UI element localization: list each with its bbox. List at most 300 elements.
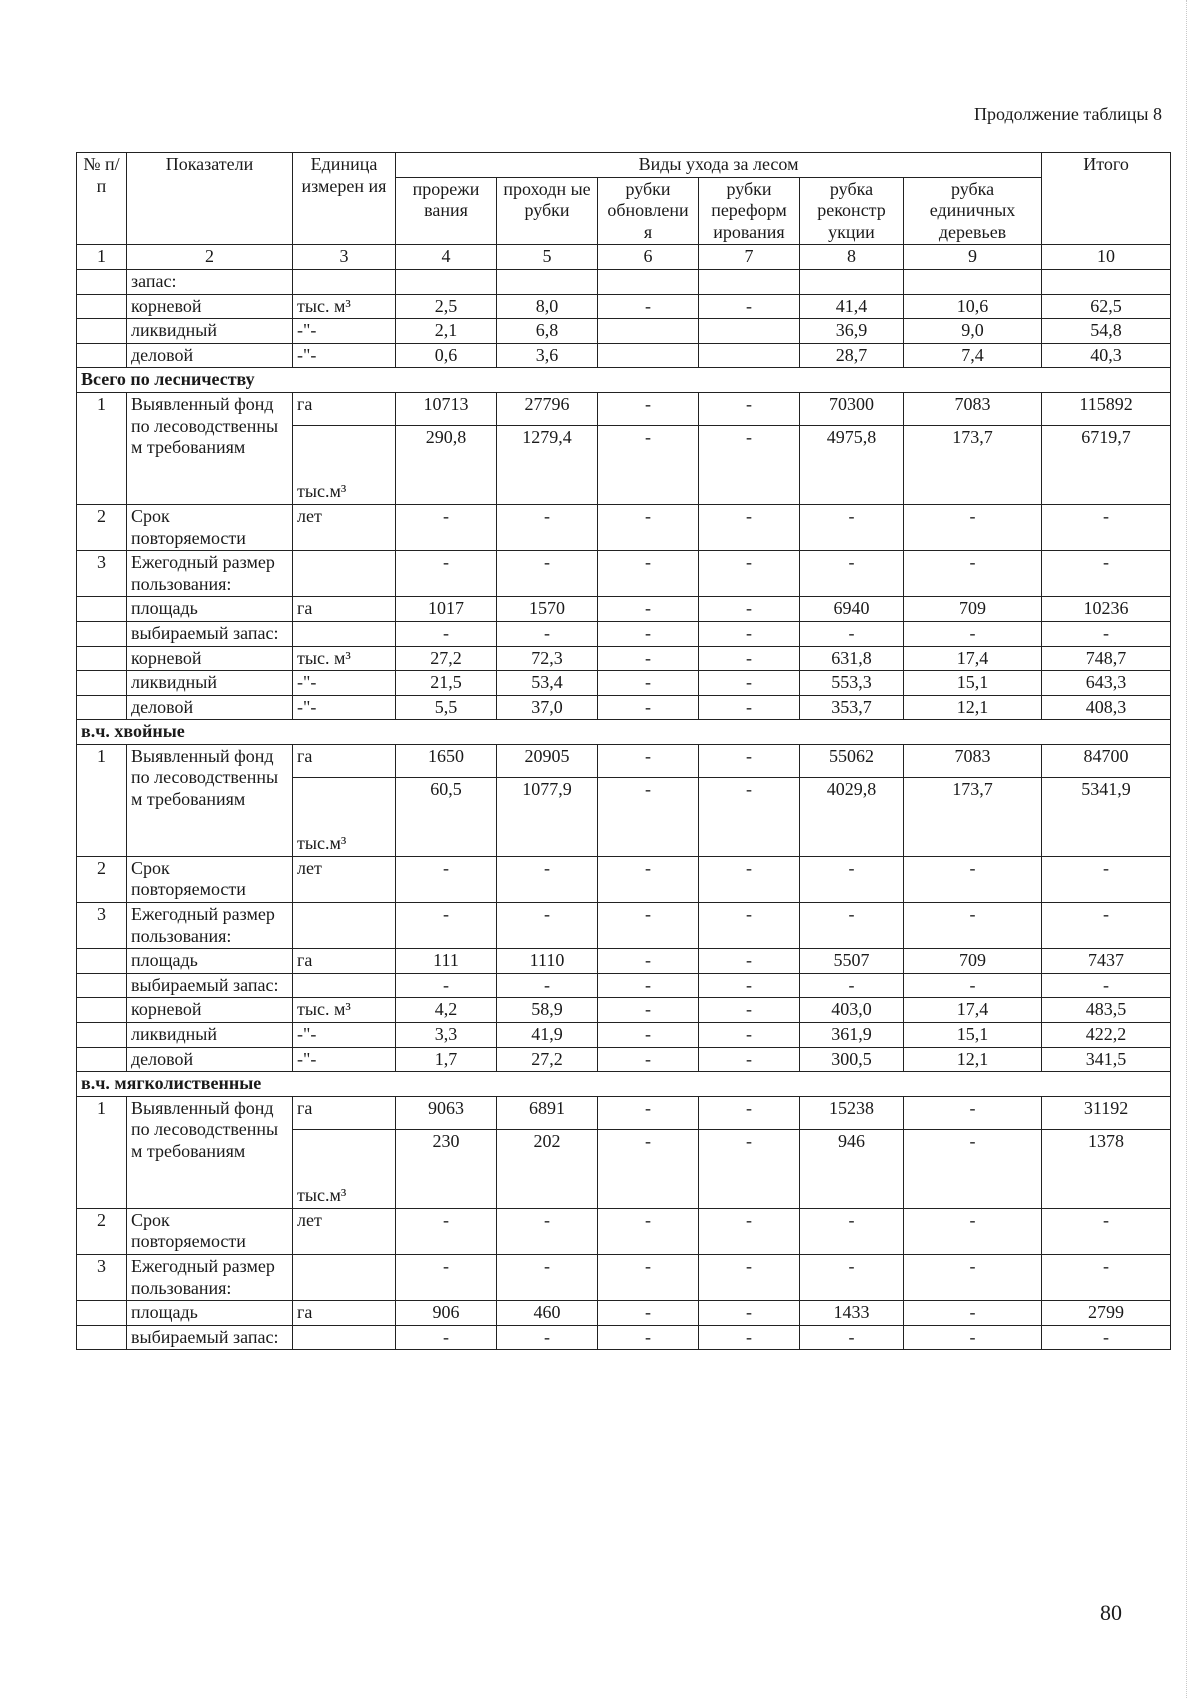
value-cell: -	[497, 504, 598, 550]
row-number	[77, 1301, 127, 1326]
value-cell: 6940	[800, 597, 904, 622]
row-number: 2	[77, 856, 127, 902]
value-cell: 5507	[800, 949, 904, 974]
value-cell: -	[598, 1255, 699, 1301]
row-unit	[293, 269, 396, 294]
table-row	[77, 1047, 1171, 1072]
value-cell: -	[699, 777, 800, 856]
row-label: выбираемый запас:	[127, 621, 293, 646]
value-cell: 1570	[497, 597, 598, 622]
value-cell: 62,5	[1042, 294, 1171, 319]
value-cell: -	[904, 856, 1042, 902]
value-cell	[904, 269, 1042, 294]
value-cell: 906	[396, 1301, 497, 1326]
value-cell: -	[497, 856, 598, 902]
value-cell: -	[1042, 903, 1171, 949]
value-cell: 7,4	[904, 343, 1042, 368]
col-number: 7	[699, 245, 800, 270]
row-label: Ежегодный размер пользования:	[127, 903, 293, 949]
row-unit: тыс.м³	[293, 1129, 396, 1208]
row-label: Выявленный фонд по лесоводственны м требованиям	[127, 744, 293, 856]
table-row	[77, 343, 1171, 368]
table-row	[77, 269, 1171, 294]
row-number: 1	[77, 392, 127, 504]
value-cell: -	[598, 1301, 699, 1326]
value-cell: 483,5	[1042, 998, 1171, 1023]
row-unit: лет	[293, 856, 396, 902]
value-cell: -	[497, 1208, 598, 1254]
value-cell: -	[904, 903, 1042, 949]
value-cell: 6891	[497, 1096, 598, 1129]
value-cell: -	[598, 1023, 699, 1048]
value-cell: 361,9	[800, 1023, 904, 1048]
row-label: запас:	[127, 269, 293, 294]
value-cell: 1279,4	[497, 425, 598, 504]
scan-edge-line	[1186, 0, 1187, 1698]
value-cell: -	[598, 1096, 699, 1129]
row-number: 2	[77, 504, 127, 550]
header-num: № п/п	[77, 153, 127, 245]
value-cell: 709	[904, 949, 1042, 974]
value-cell: 37,0	[497, 695, 598, 720]
value-cell: 3,3	[396, 1023, 497, 1048]
value-cell: -	[699, 695, 800, 720]
value-cell: 631,8	[800, 646, 904, 671]
value-cell: -	[904, 1129, 1042, 1208]
row-number	[77, 621, 127, 646]
row-unit	[293, 551, 396, 597]
value-cell: -	[699, 392, 800, 425]
row-number	[77, 1023, 127, 1048]
header-type-reconstruction-cut: рубка реконстр укции	[800, 177, 904, 245]
row-label: ликвидный	[127, 319, 293, 344]
row-number	[77, 319, 127, 344]
value-cell: -	[396, 1325, 497, 1350]
value-cell: -	[699, 1208, 800, 1254]
column-number-row	[77, 245, 1171, 270]
row-unit: -"-	[293, 695, 396, 720]
row-label: деловой	[127, 1047, 293, 1072]
table-row	[77, 646, 1171, 671]
row-number	[77, 949, 127, 974]
value-cell	[1042, 269, 1171, 294]
section-row	[77, 1072, 1171, 1097]
value-cell: -	[598, 903, 699, 949]
value-cell: -	[396, 1208, 497, 1254]
table-row	[77, 1023, 1171, 1048]
value-cell: -	[1042, 1208, 1171, 1254]
value-cell: -	[1042, 621, 1171, 646]
value-cell: 9063	[396, 1096, 497, 1129]
value-cell: -	[800, 903, 904, 949]
value-cell	[396, 269, 497, 294]
row-label: Ежегодный размер пользования:	[127, 551, 293, 597]
value-cell: 40,3	[1042, 343, 1171, 368]
value-cell: -	[396, 551, 497, 597]
value-cell: -	[699, 1255, 800, 1301]
value-cell	[699, 269, 800, 294]
value-cell: 4975,8	[800, 425, 904, 504]
value-cell: -	[1042, 1255, 1171, 1301]
row-number	[77, 294, 127, 319]
value-cell: 36,9	[800, 319, 904, 344]
header-type-reformation-cuts: рубки переформ ирования	[699, 177, 800, 245]
value-cell: 643,3	[1042, 671, 1171, 696]
value-cell: -	[699, 1023, 800, 1048]
value-cell: -	[699, 949, 800, 974]
value-cell: -	[598, 671, 699, 696]
value-cell: -	[598, 998, 699, 1023]
value-cell: -	[904, 973, 1042, 998]
row-unit: га	[293, 949, 396, 974]
value-cell: 5341,9	[1042, 777, 1171, 856]
col-number: 8	[800, 245, 904, 270]
row-number	[77, 646, 127, 671]
table-row	[77, 695, 1171, 720]
row-unit	[293, 1255, 396, 1301]
table-row	[77, 1096, 1171, 1129]
section-row	[77, 720, 1171, 745]
row-label: Ежегодный размер пользования:	[127, 1255, 293, 1301]
value-cell: -	[598, 597, 699, 622]
value-cell: 7083	[904, 392, 1042, 425]
row-label: площадь	[127, 1301, 293, 1326]
value-cell: -	[699, 998, 800, 1023]
table-row	[77, 1255, 1171, 1301]
value-cell: -	[497, 973, 598, 998]
value-cell: 12,1	[904, 1047, 1042, 1072]
value-cell: 3,6	[497, 343, 598, 368]
header-indicators: Показатели	[127, 153, 293, 245]
value-cell: -	[800, 504, 904, 550]
value-cell: 4029,8	[800, 777, 904, 856]
row-number	[77, 343, 127, 368]
value-cell: -	[699, 646, 800, 671]
table-row	[77, 1301, 1171, 1326]
value-cell: -	[904, 621, 1042, 646]
row-label: площадь	[127, 949, 293, 974]
value-cell: -	[598, 646, 699, 671]
value-cell: 54,8	[1042, 319, 1171, 344]
value-cell: -	[396, 903, 497, 949]
row-unit	[293, 621, 396, 646]
value-cell: -	[598, 504, 699, 550]
value-cell: -	[800, 856, 904, 902]
value-cell: 27796	[497, 392, 598, 425]
row-label: корневой	[127, 294, 293, 319]
page-number: 80	[1100, 1600, 1122, 1625]
value-cell: 173,7	[904, 425, 1042, 504]
value-cell: -	[699, 744, 800, 777]
value-cell: 6719,7	[1042, 425, 1171, 504]
row-label: деловой	[127, 343, 293, 368]
value-cell: -	[497, 903, 598, 949]
col-number: 6	[598, 245, 699, 270]
value-cell: -	[598, 621, 699, 646]
row-unit: тыс.м³	[293, 425, 396, 504]
header-unit: Единица измерен ия	[293, 153, 396, 245]
value-cell: -	[396, 1255, 497, 1301]
header-type-renewal-cuts: рубки обновлени я	[598, 177, 699, 245]
table-row	[77, 621, 1171, 646]
value-cell: 15238	[800, 1096, 904, 1129]
value-cell: -	[699, 856, 800, 902]
value-cell: -	[497, 551, 598, 597]
value-cell: 1650	[396, 744, 497, 777]
value-cell: 6,8	[497, 319, 598, 344]
section-title: Всего по лесничеству	[77, 368, 1171, 393]
table-row	[77, 998, 1171, 1023]
value-cell: 1017	[396, 597, 497, 622]
col-number: 1	[77, 245, 127, 270]
value-cell: 8,0	[497, 294, 598, 319]
value-cell: 9,0	[904, 319, 1042, 344]
value-cell: -	[396, 973, 497, 998]
value-cell: -	[699, 671, 800, 696]
value-cell: -	[800, 551, 904, 597]
table-row	[77, 597, 1171, 622]
value-cell: 408,3	[1042, 695, 1171, 720]
value-cell: -	[904, 1301, 1042, 1326]
header-type-single-tree-cut: рубка единичных деревьев	[904, 177, 1042, 245]
value-cell: -	[598, 856, 699, 902]
value-cell: -	[800, 621, 904, 646]
col-number: 5	[497, 245, 598, 270]
row-number: 3	[77, 1255, 127, 1301]
value-cell: -	[904, 1096, 1042, 1129]
value-cell: 300,5	[800, 1047, 904, 1072]
value-cell: -	[904, 1208, 1042, 1254]
value-cell: 58,9	[497, 998, 598, 1023]
row-unit: -"-	[293, 1023, 396, 1048]
value-cell: -	[497, 1325, 598, 1350]
header-type-thinning: прорежи вания	[396, 177, 497, 245]
table-row	[77, 392, 1171, 425]
value-cell: 7083	[904, 744, 1042, 777]
table-row	[77, 903, 1171, 949]
table-row	[77, 1208, 1171, 1254]
value-cell	[699, 343, 800, 368]
value-cell: 5,5	[396, 695, 497, 720]
value-cell: -	[800, 1255, 904, 1301]
row-number	[77, 671, 127, 696]
value-cell: 2799	[1042, 1301, 1171, 1326]
value-cell: 4,2	[396, 998, 497, 1023]
row-label: Срок повторяемости	[127, 504, 293, 550]
value-cell: -	[497, 621, 598, 646]
value-cell: 1433	[800, 1301, 904, 1326]
table-row	[77, 294, 1171, 319]
value-cell: -	[598, 551, 699, 597]
table-row	[77, 949, 1171, 974]
table-caption: Продолжение таблицы 8	[974, 104, 1162, 124]
value-cell: -	[699, 1047, 800, 1072]
table-row	[77, 671, 1171, 696]
row-unit: га	[293, 744, 396, 777]
row-number	[77, 1047, 127, 1072]
row-unit: -"-	[293, 671, 396, 696]
value-cell: -	[396, 856, 497, 902]
value-cell: 341,5	[1042, 1047, 1171, 1072]
value-cell: 1077,9	[497, 777, 598, 856]
value-cell: -	[396, 504, 497, 550]
row-number	[77, 597, 127, 622]
table-row	[77, 504, 1171, 550]
col-number: 9	[904, 245, 1042, 270]
value-cell: 2,5	[396, 294, 497, 319]
row-unit	[293, 973, 396, 998]
value-cell: 72,3	[497, 646, 598, 671]
value-cell	[598, 269, 699, 294]
row-label: Срок повторяемости	[127, 856, 293, 902]
value-cell: 2,1	[396, 319, 497, 344]
header-type-passing-cuts: проходн ые рубки	[497, 177, 598, 245]
value-cell: -	[904, 1325, 1042, 1350]
value-cell: -	[699, 1301, 800, 1326]
col-number: 10	[1042, 245, 1171, 270]
value-cell: -	[904, 1255, 1042, 1301]
value-cell: 553,3	[800, 671, 904, 696]
value-cell	[598, 343, 699, 368]
value-cell: 1378	[1042, 1129, 1171, 1208]
value-cell: 70300	[800, 392, 904, 425]
table-row	[77, 744, 1171, 777]
value-cell: -	[1042, 856, 1171, 902]
value-cell: -	[699, 973, 800, 998]
value-cell: 31192	[1042, 1096, 1171, 1129]
section-title: в.ч. мягколиственные	[77, 1072, 1171, 1097]
row-label: ликвидный	[127, 1023, 293, 1048]
row-label: корневой	[127, 998, 293, 1023]
value-cell: -	[598, 1047, 699, 1072]
value-cell: -	[396, 621, 497, 646]
value-cell: -	[598, 425, 699, 504]
value-cell: 20905	[497, 744, 598, 777]
value-cell: -	[598, 294, 699, 319]
value-cell: 41,4	[800, 294, 904, 319]
value-cell: -	[497, 1255, 598, 1301]
col-number: 3	[293, 245, 396, 270]
row-number: 3	[77, 903, 127, 949]
value-cell: 84700	[1042, 744, 1171, 777]
row-label: Срок повторяемости	[127, 1208, 293, 1254]
value-cell: 460	[497, 1301, 598, 1326]
value-cell: -	[904, 504, 1042, 550]
row-label: ликвидный	[127, 671, 293, 696]
value-cell: 111	[396, 949, 497, 974]
row-label: выбираемый запас:	[127, 1325, 293, 1350]
row-number	[77, 269, 127, 294]
row-unit: тыс. м³	[293, 294, 396, 319]
value-cell	[699, 319, 800, 344]
value-cell: -	[699, 425, 800, 504]
row-label: деловой	[127, 695, 293, 720]
value-cell	[497, 269, 598, 294]
value-cell: -	[598, 1129, 699, 1208]
value-cell: 173,7	[904, 777, 1042, 856]
value-cell: 290,8	[396, 425, 497, 504]
row-unit: га	[293, 1096, 396, 1129]
row-label: выбираемый запас:	[127, 973, 293, 998]
section-row	[77, 368, 1171, 393]
header-care-types: Виды ухода за лесом	[396, 153, 1042, 178]
value-cell: 10,6	[904, 294, 1042, 319]
row-unit: тыс.м³	[293, 777, 396, 856]
value-cell: -	[904, 551, 1042, 597]
value-cell: -	[598, 1208, 699, 1254]
row-number	[77, 973, 127, 998]
row-number	[77, 1325, 127, 1350]
value-cell: 0,6	[396, 343, 497, 368]
table-row	[77, 973, 1171, 998]
col-number: 4	[396, 245, 497, 270]
row-label: Выявленный фонд по лесоводственны м требованиям	[127, 392, 293, 504]
row-number	[77, 998, 127, 1023]
row-label: корневой	[127, 646, 293, 671]
value-cell: 27,2	[497, 1047, 598, 1072]
value-cell: -	[1042, 1325, 1171, 1350]
row-number	[77, 695, 127, 720]
value-cell: -	[598, 392, 699, 425]
row-label: площадь	[127, 597, 293, 622]
value-cell: -	[598, 695, 699, 720]
row-unit	[293, 1325, 396, 1350]
value-cell: -	[598, 949, 699, 974]
value-cell: 115892	[1042, 392, 1171, 425]
value-cell: 1,7	[396, 1047, 497, 1072]
value-cell: -	[699, 903, 800, 949]
row-unit: лет	[293, 1208, 396, 1254]
col-number: 2	[127, 245, 293, 270]
value-cell: 53,4	[497, 671, 598, 696]
value-cell: 60,5	[396, 777, 497, 856]
value-cell: 17,4	[904, 998, 1042, 1023]
value-cell: 15,1	[904, 671, 1042, 696]
value-cell: -	[699, 1129, 800, 1208]
value-cell: -	[699, 621, 800, 646]
value-cell: -	[699, 551, 800, 597]
table-row	[77, 551, 1171, 597]
value-cell: 7437	[1042, 949, 1171, 974]
value-cell: 1110	[497, 949, 598, 974]
value-cell: -	[699, 597, 800, 622]
value-cell: 15,1	[904, 1023, 1042, 1048]
value-cell: -	[598, 973, 699, 998]
row-unit: -"-	[293, 343, 396, 368]
value-cell: 27,2	[396, 646, 497, 671]
value-cell: 10236	[1042, 597, 1171, 622]
value-cell: 41,9	[497, 1023, 598, 1048]
value-cell: 28,7	[800, 343, 904, 368]
value-cell: 709	[904, 597, 1042, 622]
value-cell: -	[598, 1325, 699, 1350]
value-cell	[800, 269, 904, 294]
row-unit: га	[293, 392, 396, 425]
row-unit: га	[293, 597, 396, 622]
value-cell: 12,1	[904, 695, 1042, 720]
row-number: 3	[77, 551, 127, 597]
value-cell: 55062	[800, 744, 904, 777]
section-title: в.ч. хвойные	[77, 720, 1171, 745]
table-row	[77, 319, 1171, 344]
value-cell: -	[1042, 504, 1171, 550]
row-label: Выявленный фонд по лесоводственны м требованиям	[127, 1096, 293, 1208]
value-cell: -	[699, 1096, 800, 1129]
value-cell: -	[699, 294, 800, 319]
value-cell: -	[598, 777, 699, 856]
row-unit: тыс. м³	[293, 646, 396, 671]
row-number: 1	[77, 1096, 127, 1208]
